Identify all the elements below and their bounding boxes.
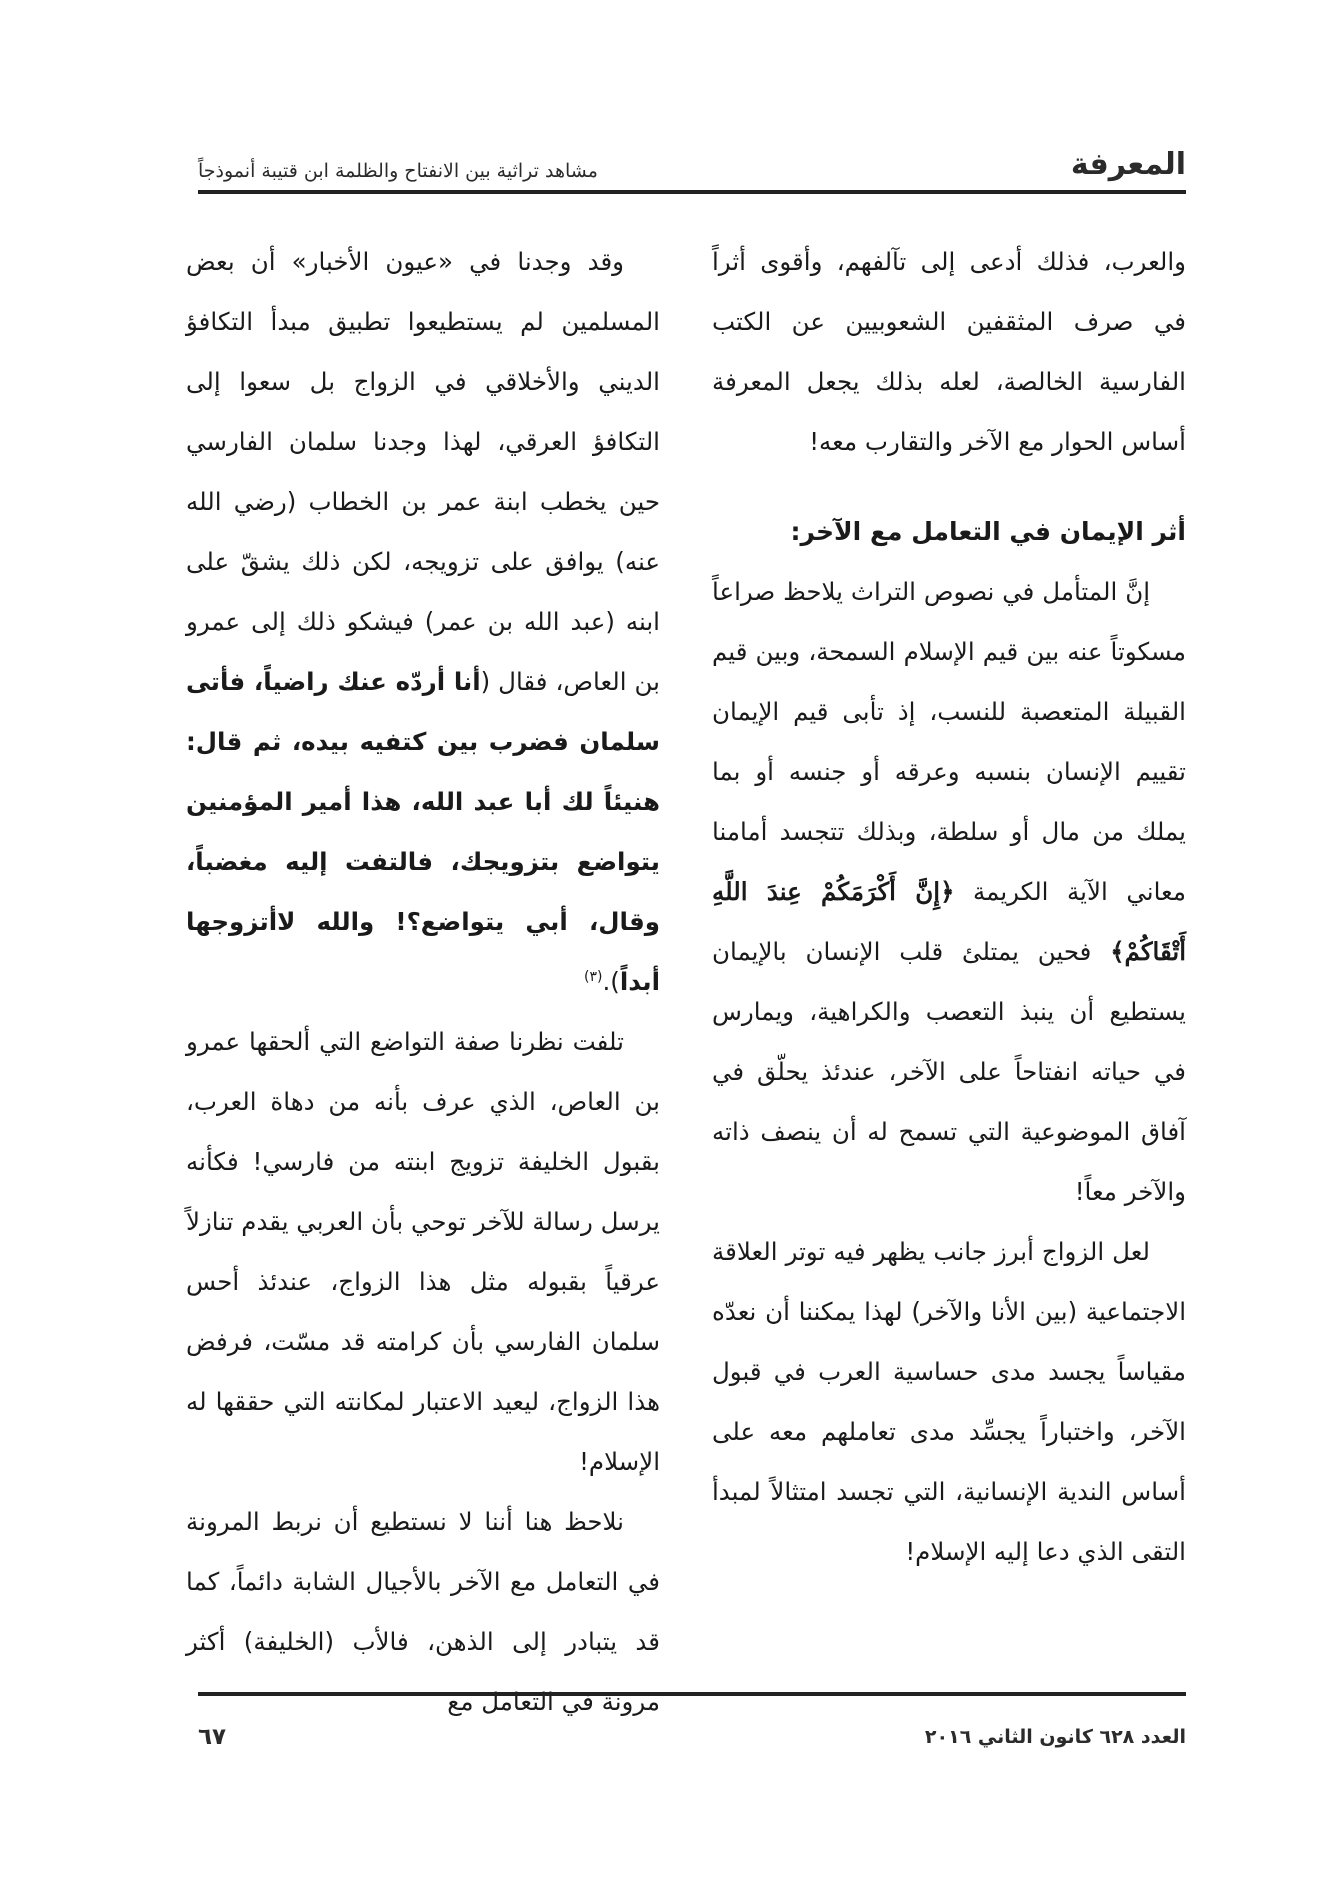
page-footer (198, 1724, 1186, 1750)
paragraph: والعرب، فذلك أدعى إلى تآلفهم، وأقوى أثراً في صرف المثقفين الشعوبيين عن الكتب الفارسية الخالصة، لعله بذلك يجعل المعرفة أساس الحوار مع الآخر والتقارب معه! (712, 247, 1186, 456)
page-header (198, 140, 1186, 182)
paragraph-text: وقد وجدنا في «عيون الأخبار» أن بعض المسلمين لم يستطيعوا تطبيق مبدأ التكافؤ الديني والأخلاقي في الزواج بل سعوا إلى التكافؤ العرقي، لهذا وجدنا سلمان الفارسي حين يخطب ابنة عمر بن الخطاب (رضي الله عنه) يوافق على تزويجه، لكن ذلك يشقّ على ابنه (عبد الله بن عمر) فيشكو ذلك إلى عمرو بن العاص، فقال ( (186, 247, 660, 696)
page-number: ٦٧ (198, 1724, 227, 1750)
paragraph: نلاحظ هنا أننا لا نستطيع أن نربط المرونة في التعامل مع الآخر بالأجيال الشابة دائماً، كما قد يتبادر إلى الذهن، فالأب (الخليفة) أكثر مرونة في التعامل مع (186, 1507, 660, 1716)
footnote-marker: (٣) (584, 968, 603, 985)
footer-rule (198, 1692, 1186, 1696)
right-column (712, 232, 1186, 1582)
quoted-speech: أنا أردّه عنك راضياً، فأتى سلمان فضرب بين كتفيه بيده، ثم قال: هنيئاً لك أبا عبد الله، هذا أمير المؤمنين يتواضع بتزويجك، فالتفت إليه مغضباً، وقال، أبي يتواضع؟! والله لاأتزوجها أبداً (186, 667, 660, 996)
paragraph (186, 232, 660, 1012)
left-column (186, 232, 660, 1732)
paragraph-text: ). (602, 967, 620, 996)
paragraph: لعل الزواج أبرز جانب يظهر فيه توتر العلاقة الاجتماعية (بين الأنا والآخر) لهذا يمكننا أن نعدّه مقياساً يجسد مدى حساسية العرب في قبول الآخر، واختباراً يجسِّد مدى تعاملهم معه على أساس الندية الإنسانية، التي تجسد امتثالاً لمبدأ التقى الذي دعا إليه الإسلام! (712, 1237, 1186, 1566)
header-rule (198, 190, 1186, 194)
quran-verse: ﴿إِنَّ أَكْرَمَكُمْ عِندَ اللَّهِ أَتْقَاكُمْ﴾ (712, 877, 1186, 966)
running-title: مشاهد تراثية بين الانفتاح والظلمة ابن قتيبة أنموذجاً (198, 160, 598, 182)
magazine-logo: المعرفة (1070, 147, 1186, 182)
paragraph-text: إنَّ المتأمل في نصوص التراث يلاحظ صراعاً مسكوتاً عنه بين قيم الإسلام السمحة، وبين قيم القبيلة المتعصبة للنسب، إذ تأبى قيم الإيمان تقييم الإنسان بنسبه وعرقه أو جنسه أو بما يملك من مال أو سلطة، وبذلك تتجسد أمامنا معاني الآية الكريمة (712, 577, 1186, 906)
paragraph-text: فحين يمتلئ قلب الإنسان بالإيمان يستطيع أن ينبذ التعصب والكراهية، ويمارس في حياته انفتاحاً على الآخر، عندئذ يحلّق في آفاق الموضوعية التي تسمح له أن ينصف ذاته والآخر معاً! (712, 937, 1186, 1206)
spacer (712, 472, 1186, 502)
paragraph (712, 562, 1186, 1222)
paragraph: تلفت نظرنا صفة التواضع التي ألحقها عمرو بن العاص، الذي عرف بأنه من دهاة العرب، بقبول الخليفة تزويج ابنته من فارسي! فكأنه يرسل رسالة للآخر توحي بأن العربي يقدم تنازلاً عرقياً بقبوله مثل هذا الزواج، عندئذ أحس سلمان الفارسي بأن كرامته قد مسّت، فرفض هذا الزواج، ليعيد الاعتبار لمكانته التي حققها له الإسلام! (186, 1027, 660, 1476)
issue-info: العدد ٦٢٨ كانون الثاني ٢٠١٦ (924, 1726, 1186, 1748)
section-heading: أثر الإيمان في التعامل مع الآخر: (790, 517, 1186, 546)
